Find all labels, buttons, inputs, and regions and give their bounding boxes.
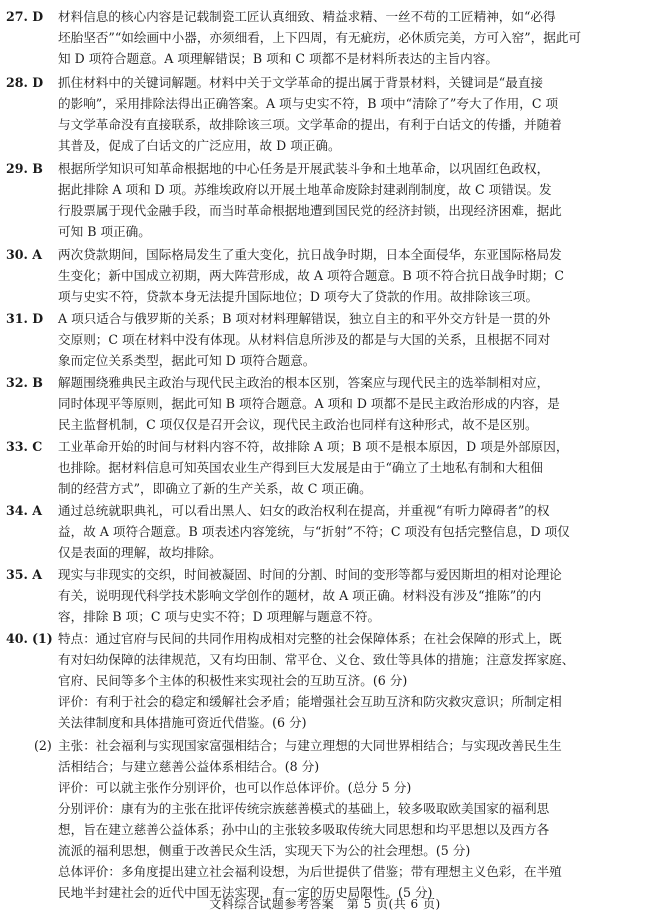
part-label: (1) [32,631,53,646]
answer-item-27 [6,6,642,69]
answer-item-32 [6,372,642,435]
question-number: 34. A [6,503,43,518]
question-number: 31. D [6,311,44,326]
answer-text: 工业革命开始的时间与材料内容不符，故排除 A 项；B 项不是根本原因，D 项是外部原因， 也排除。据材料信息可知英国农业生产得到巨大发展是由于“确立了土地私有制和大租佃 制的经营方式”，即确立了新的生产关系，故 C 项正确。 [58,439,569,496]
answer-item-30 [6,244,642,307]
answer-text: 材料信息的核心内容是记载制瓷工匠认真细致、精益求精、一丝不苟的工匠精神，如“必得 坯胎坚否”“如绘画中小器，亦须细看，上下四周，有无疵疠，必休质完美，方可入窑”，据此可 知 D 项符合题意。A 项理解错误；B 项和 C 项都不是材料所表达的主旨内容。 [58,9,582,66]
question-number: 27. D [6,9,44,24]
answer-item-40-part-2 [6,735,642,903]
answer-item-31 [6,308,642,371]
answer-item-40-part-1 [6,628,642,733]
question-number: 40. [6,631,28,646]
answer-item-33 [6,436,642,499]
answer-item-34 [6,500,642,563]
answer-text: 两次贷款期间，国际格局发生了重大变化，抗日战争时期，日本全面侵华，东亚国际格局发 生变化；新中国成立初期，两大阵营形成，故 A 项符合题意。B 项不符合抗日战争时期；C 项与史实不符，贷款本身无法提升国际地位；D 项夸大了贷款的作用。故排除该三项。 [58,247,564,304]
part-label: (2) [34,738,52,753]
answer-text: 主张：社会福利与实现国家富强相结合；与建立理想的大同世界相结合；与实现改善民生生 活相结合；与建立慈善公益体系相结合。(8 分) 评价：可以就主张作分别评价，也可以作总体评价。(总分 5 分) 分别评价：康有为的主张在批评传统宗族慈善模式的基础上，较多吸取欧美国家的福利思 想，旨在建立慈善公益体系；孙中山的主张较多吸取传统大同思想和均平思想以及西方各 流派的福利思想，侧重于改善民众生活，实现天下为公的社会理想。(5 分) 总体评价：多角度提出建立社会福利设想，为后世提供了借鉴；带有理想主义色彩，在半殖 民地半封建社会的近代中国无法实现，有一定的历史局限性。(5 分) [58,738,562,900]
answer-text: 现实与非现实的交织，时间被凝固、时间的分割、时间的变形等都与爱因斯坦的相对论理论 有关，说明现代科学技术影响文学创作的题材，故 A 项正确。材料没有涉及“推陈”的内 容，排除 B 项；C 项与史实不符；D 项理解与题意不符。 [58,567,562,624]
question-number: 28. D [6,75,44,90]
answer-text: 抓住材料中的关键词解题。材料中关于文学革命的提出属于背景材料，关键词是“最直接 的影响”，采用排除法得出正确答案。A 项与史实不符，B 项中“清除了”夸大了作用，C 项 与文学革命没有直接联系，故排除该三项。文学革命的提出，有利于白话文的传播，并随着 其普及，促成了白话文的广泛应用，故 D 项正确。 [58,75,562,153]
answer-text: 通过总统就职典礼，可以看出黑人、妇女的政治权利在提高，并重视“有听力障碍者”的权 益，故 A 项符合题意。B 项表述内容笼统，与“折射”不符；C 项没有包括完整信息，D 项仅 仅是表面的理解，故均排除。 [58,503,570,560]
answer-text: 解题围绕雅典民主政治与现代民主政治的根本区别，答案应与现代民主的选举制相对应， 同时体现平等原则，据此可知 B 项符合题意。A 项和 D 项都不是民主政治形成的内容，是 民主监督机制，C 项仅仅是召开会议，现代民主政治也同样有这种形式，故不是区别。 [58,375,560,432]
question-number: 29. B [6,161,43,176]
answer-text: A 项只适合与俄罗斯的关系；B 项对材料理解错误，独立自主的和平外交方针是一贯的外 交原则；C 项在材料中没有体现。从材料信息所涉及的都是与大国的关系，且根据不同对 象而定位关系类型，据此可知 D 项符合题意。 [58,311,551,368]
page-footer: 文科综合试题参考答案 第 5 页(共 6 页) [209,897,441,911]
answer-item-28 [6,72,642,156]
question-number: 30. A [6,247,43,262]
question-number: 35. A [6,567,43,582]
answer-item-29 [6,158,642,242]
question-number: 32. B [6,375,43,390]
answer-text: 特点：通过官府与民间的共同作用构成相对完整的社会保障体系；在社会保障的形式上，既 有对妇幼保障的法律规范，又有均田制、常平仓、义仓、致仕等具体的措施；注意发挥家庭、 官府、民间等多个主体的积极性来实现社会的互助互济。(6 分) 评价：有利于社会的稳定和缓解社会矛盾；能增强社会互助互济和防灾救灾意识；所制定相 关法律制度和具体措施可资近代借鉴。(6 分) [58,631,575,730]
answer-text: 根据所学知识可知革命根据地的中心任务是开展武装斗争和土地革命，以巩固红色政权， 据此排除 A 项和 D 项。苏维埃政府以开展土地革命废除封建剥削制度，故 C 项错误。发 行股票属于现代金融手段，而当时革命根据地遭到国民党的经济封锁，出现经济困难，据此 可知 B 项正确。 [58,161,562,239]
question-number: 33. C [6,439,43,454]
answer-item-35 [6,564,642,627]
